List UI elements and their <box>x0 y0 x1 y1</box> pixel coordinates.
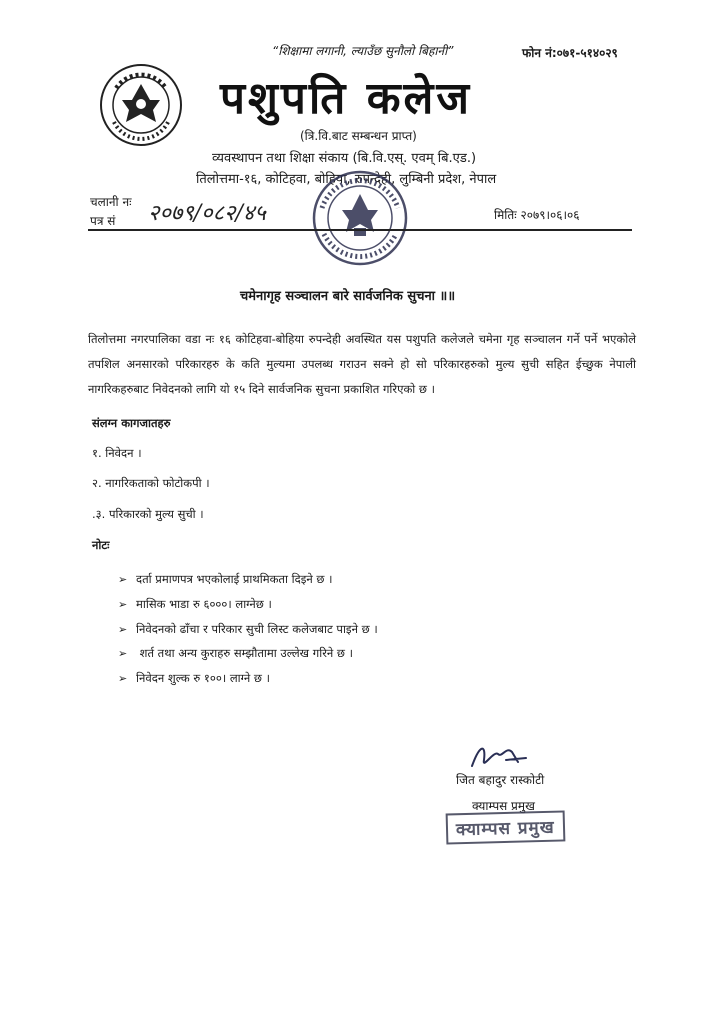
attachment-item: १. निवेदन । <box>92 446 142 460</box>
note-item <box>118 572 332 587</box>
patra-label: पत्र सं <box>90 214 116 228</box>
college-name: पशुपति कलेज <box>220 73 472 124</box>
college-motto: “शिक्षामा लगानी, ल्याउँछ सुनौलो बिहानी” <box>272 44 454 58</box>
attachment-item: २. नागरिकताको फोटोकपी । <box>92 476 210 490</box>
date-label: मितिः <box>494 208 517 222</box>
designation-stamp: क्याम्पस प्रमुख <box>446 810 565 844</box>
attachments-heading: संलग्न कागजातहरु <box>92 416 171 430</box>
note-item <box>118 646 353 661</box>
affiliation-line: (त्रि.वि.बाट सम्बन्धन प्राप्त) <box>300 129 417 143</box>
patra-number: २०७९/०८२/४५ <box>148 201 266 226</box>
college-emblem-icon <box>98 62 184 152</box>
note-item <box>118 622 378 637</box>
arrow-bullet-icon: ➢ <box>118 623 128 636</box>
arrow-bullet-icon: ➢ <box>118 573 128 586</box>
date <box>494 206 580 223</box>
attachment-item: .३. परिकारको मुल्य सुची । <box>92 507 204 521</box>
notice-body: तिलोत्तमा नगरपालिका वडा नः १६ कोटिहवा-बोहिया रुपन्देही अवस्थित यस पशुपति कलेजले चमेना गृह सञ्चालन गर्ने पर्ने भएकोले तपशिल अनसारको परिकारहरु के कति मुल्यमा उपलब्ध गराउन सक्ने हो सो परिकारहरुको मुल्य सुची सहित ईच्छुक नेपाली नागरिकहरुबाट निवेदनको लागि यो १५ दिने सार्वजनिक सुचना प्रकाशित गरिएको छ । <box>88 332 636 396</box>
signer-role: क्याम्पस प्रमुख <box>472 799 535 813</box>
faculties-line: व्यवस्थापन तथा शिक्षा संकाय (बि.वि.एस्. एवम् बि.एड.) <box>212 151 477 166</box>
note-item <box>118 671 270 686</box>
note-text: शर्त तथा अन्य कुराहरु सम्झौतामा उल्लेख गरिने छ । <box>136 646 354 660</box>
address-line: तिलोत्तमा-१६, कोटिहवा, बोहिया, रुपन्देही, लुम्बिनी प्रदेश, नेपाल <box>196 172 497 187</box>
header-divider <box>88 229 632 231</box>
note-text: निवेदन शुल्क रु १००। लाग्ने छ । <box>136 671 270 685</box>
note-text: दर्ता प्रमाणपत्र भएकोलाई प्राथमिकता दिइने छ । <box>136 572 333 586</box>
note-text: निवेदनको ढाँचा र परिकार सुची लिस्ट कलेजबाट पाइने छ । <box>136 622 378 636</box>
arrow-bullet-icon: ➢ <box>118 598 128 611</box>
phone-number: फोन नं:०७१-५१४०२९ <box>522 46 618 60</box>
notice-title: चमेनागृह सञ्चालन बारे सार्वजनिक सुचना ॥॥ <box>240 289 456 304</box>
signer-name: जित बहादुर रास्कोटी <box>456 773 545 787</box>
date-value: २०७९।०६।०६ <box>520 208 580 222</box>
college-round-stamp-icon <box>310 168 410 272</box>
arrow-bullet-icon: ➢ <box>118 672 128 685</box>
arrow-bullet-icon: ➢ <box>118 647 128 660</box>
note-text: मासिक भाडा रु ६०००। लाग्नेछ । <box>136 597 272 611</box>
chalani-label: चलानी नः <box>90 195 132 209</box>
note-item <box>118 597 272 612</box>
notes-heading: नोटः <box>92 538 110 552</box>
